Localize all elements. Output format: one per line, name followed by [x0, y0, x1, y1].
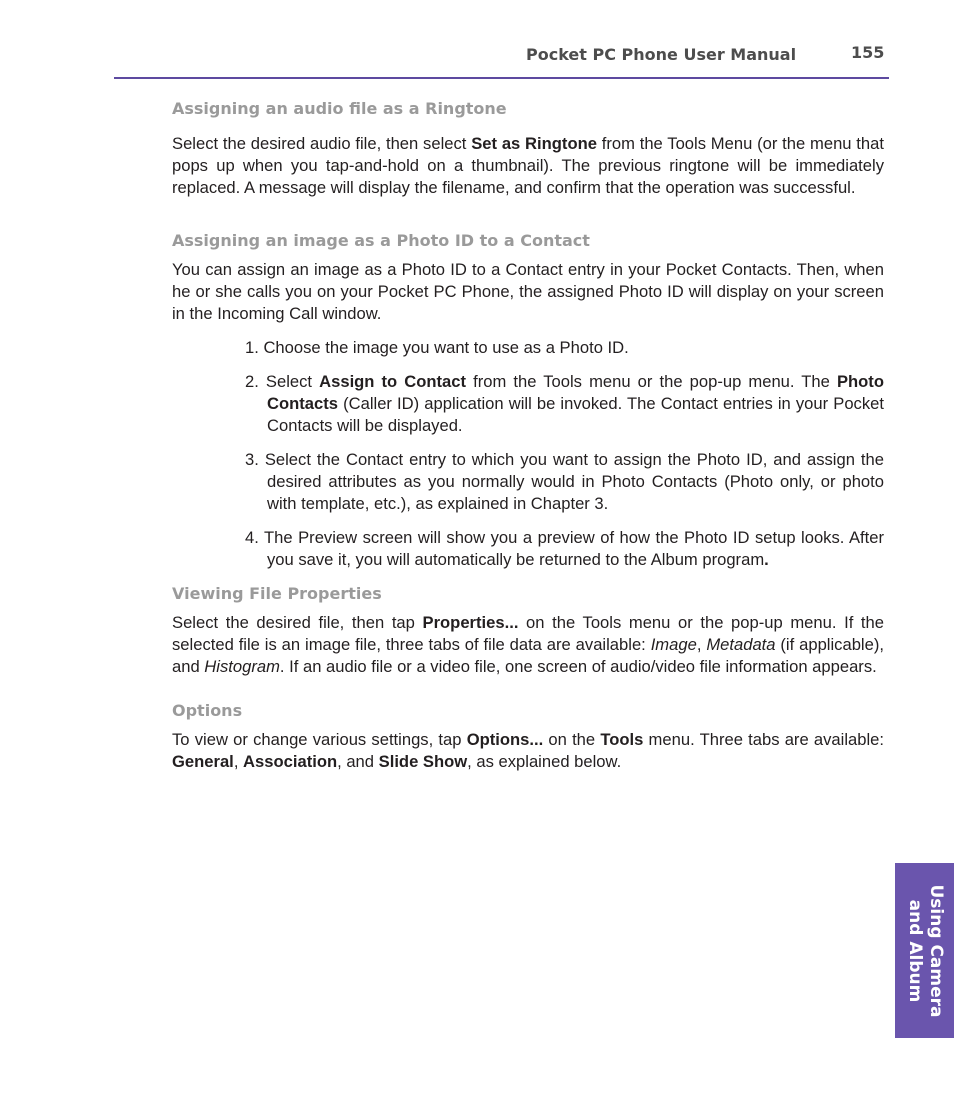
text-run: Select the desired file, then tap	[172, 613, 423, 632]
text-run: (Caller ID) application will be invoked. The Contact entries in your Pocket Contacts will be displayed.	[267, 394, 884, 435]
text-run: , as explained below.	[467, 752, 622, 771]
side-tab-line-1: Using Camera	[925, 884, 946, 1017]
bold-term: Set as Ringtone	[471, 134, 597, 153]
list-item	[245, 449, 884, 515]
properties-heading: Viewing File Properties	[172, 584, 382, 603]
italic-term: Histogram	[204, 657, 280, 676]
list-item	[245, 527, 884, 571]
text-run: on the Tools menu or the pop-up menu. If the selected file is an image file, three tabs of file data are available:	[172, 613, 884, 654]
list-item	[245, 371, 884, 437]
properties-paragraph	[172, 612, 884, 678]
bold-term: Assign to Contact	[319, 372, 467, 391]
side-tab-line-2: and Album	[904, 899, 925, 1002]
photo-id-steps	[172, 337, 884, 571]
text-run: from the Tools menu or the pop-up menu. The	[466, 372, 837, 391]
text-run: 2. Select	[245, 372, 320, 391]
italic-term: Image	[650, 635, 697, 654]
bold-term: General	[172, 752, 234, 771]
header-rule	[114, 77, 889, 79]
text-run: ,	[233, 752, 244, 771]
bold-term: Properties...	[422, 613, 519, 632]
bold-term: Slide Show	[378, 752, 468, 771]
text-run: (if applicable), and	[172, 635, 884, 676]
bold-term: .	[764, 550, 769, 569]
ringtone-heading: Assigning an audio file as a Ringtone	[172, 99, 507, 118]
ringtone-paragraph	[172, 133, 884, 199]
italic-term: Metadata	[706, 635, 776, 654]
bold-term: Association	[243, 752, 338, 771]
bold-term: Photo Contacts	[267, 372, 884, 413]
text-run: To view or change various settings, tap	[172, 730, 467, 749]
list-item	[245, 337, 884, 359]
text-run: 3. Select the Contact entry to which you want to assign the Photo ID, and assign the desired attributes as you normally would in Photo Contacts (Photo only, or photo with template, etc.), as explained in Chapter 3.	[245, 450, 884, 513]
text-run: 1. Choose the image you want to use as a Photo ID.	[245, 338, 629, 357]
bold-term: Tools	[600, 730, 644, 749]
options-heading: Options	[172, 701, 243, 720]
text-run: menu. Three tabs are available:	[643, 730, 884, 749]
text-run: ,	[696, 635, 707, 654]
text-run: , and	[337, 752, 379, 771]
text-run: Select the desired audio file, then select	[172, 134, 472, 153]
header-title: Pocket PC Phone User Manual	[526, 45, 797, 64]
text-run: on the	[543, 730, 601, 749]
page-number: 155	[851, 43, 885, 62]
chapter-side-tab	[895, 863, 954, 1038]
text-run: . If an audio file or a video file, one screen of audio/video file information appears.	[279, 657, 877, 676]
chapter-side-tab-label	[904, 884, 946, 1017]
photo-id-intro: You can assign an image as a Photo ID to a Contact entry in your Pocket Contacts. Then, when he or she calls you on your Pocket PC Phone, the assigned Photo ID will display on your screen in the Incoming Call window.	[172, 260, 884, 323]
text-run: from the Tools Menu (or the menu that pops up when you tap-and-hold on a thumbnail). The previous ringtone will be immediately replaced. A message will display the filename, and confirm that the operation was successful.	[172, 134, 884, 197]
options-paragraph	[172, 729, 884, 773]
photo-id-heading: Assigning an image as a Photo ID to a Contact	[172, 231, 590, 250]
bold-term: Options...	[466, 730, 544, 749]
page-content	[172, 98, 884, 773]
text-run: 4. The Preview screen will show you a preview of how the Photo ID setup looks. After you save it, you will automatically be returned to the Album program	[245, 528, 884, 569]
